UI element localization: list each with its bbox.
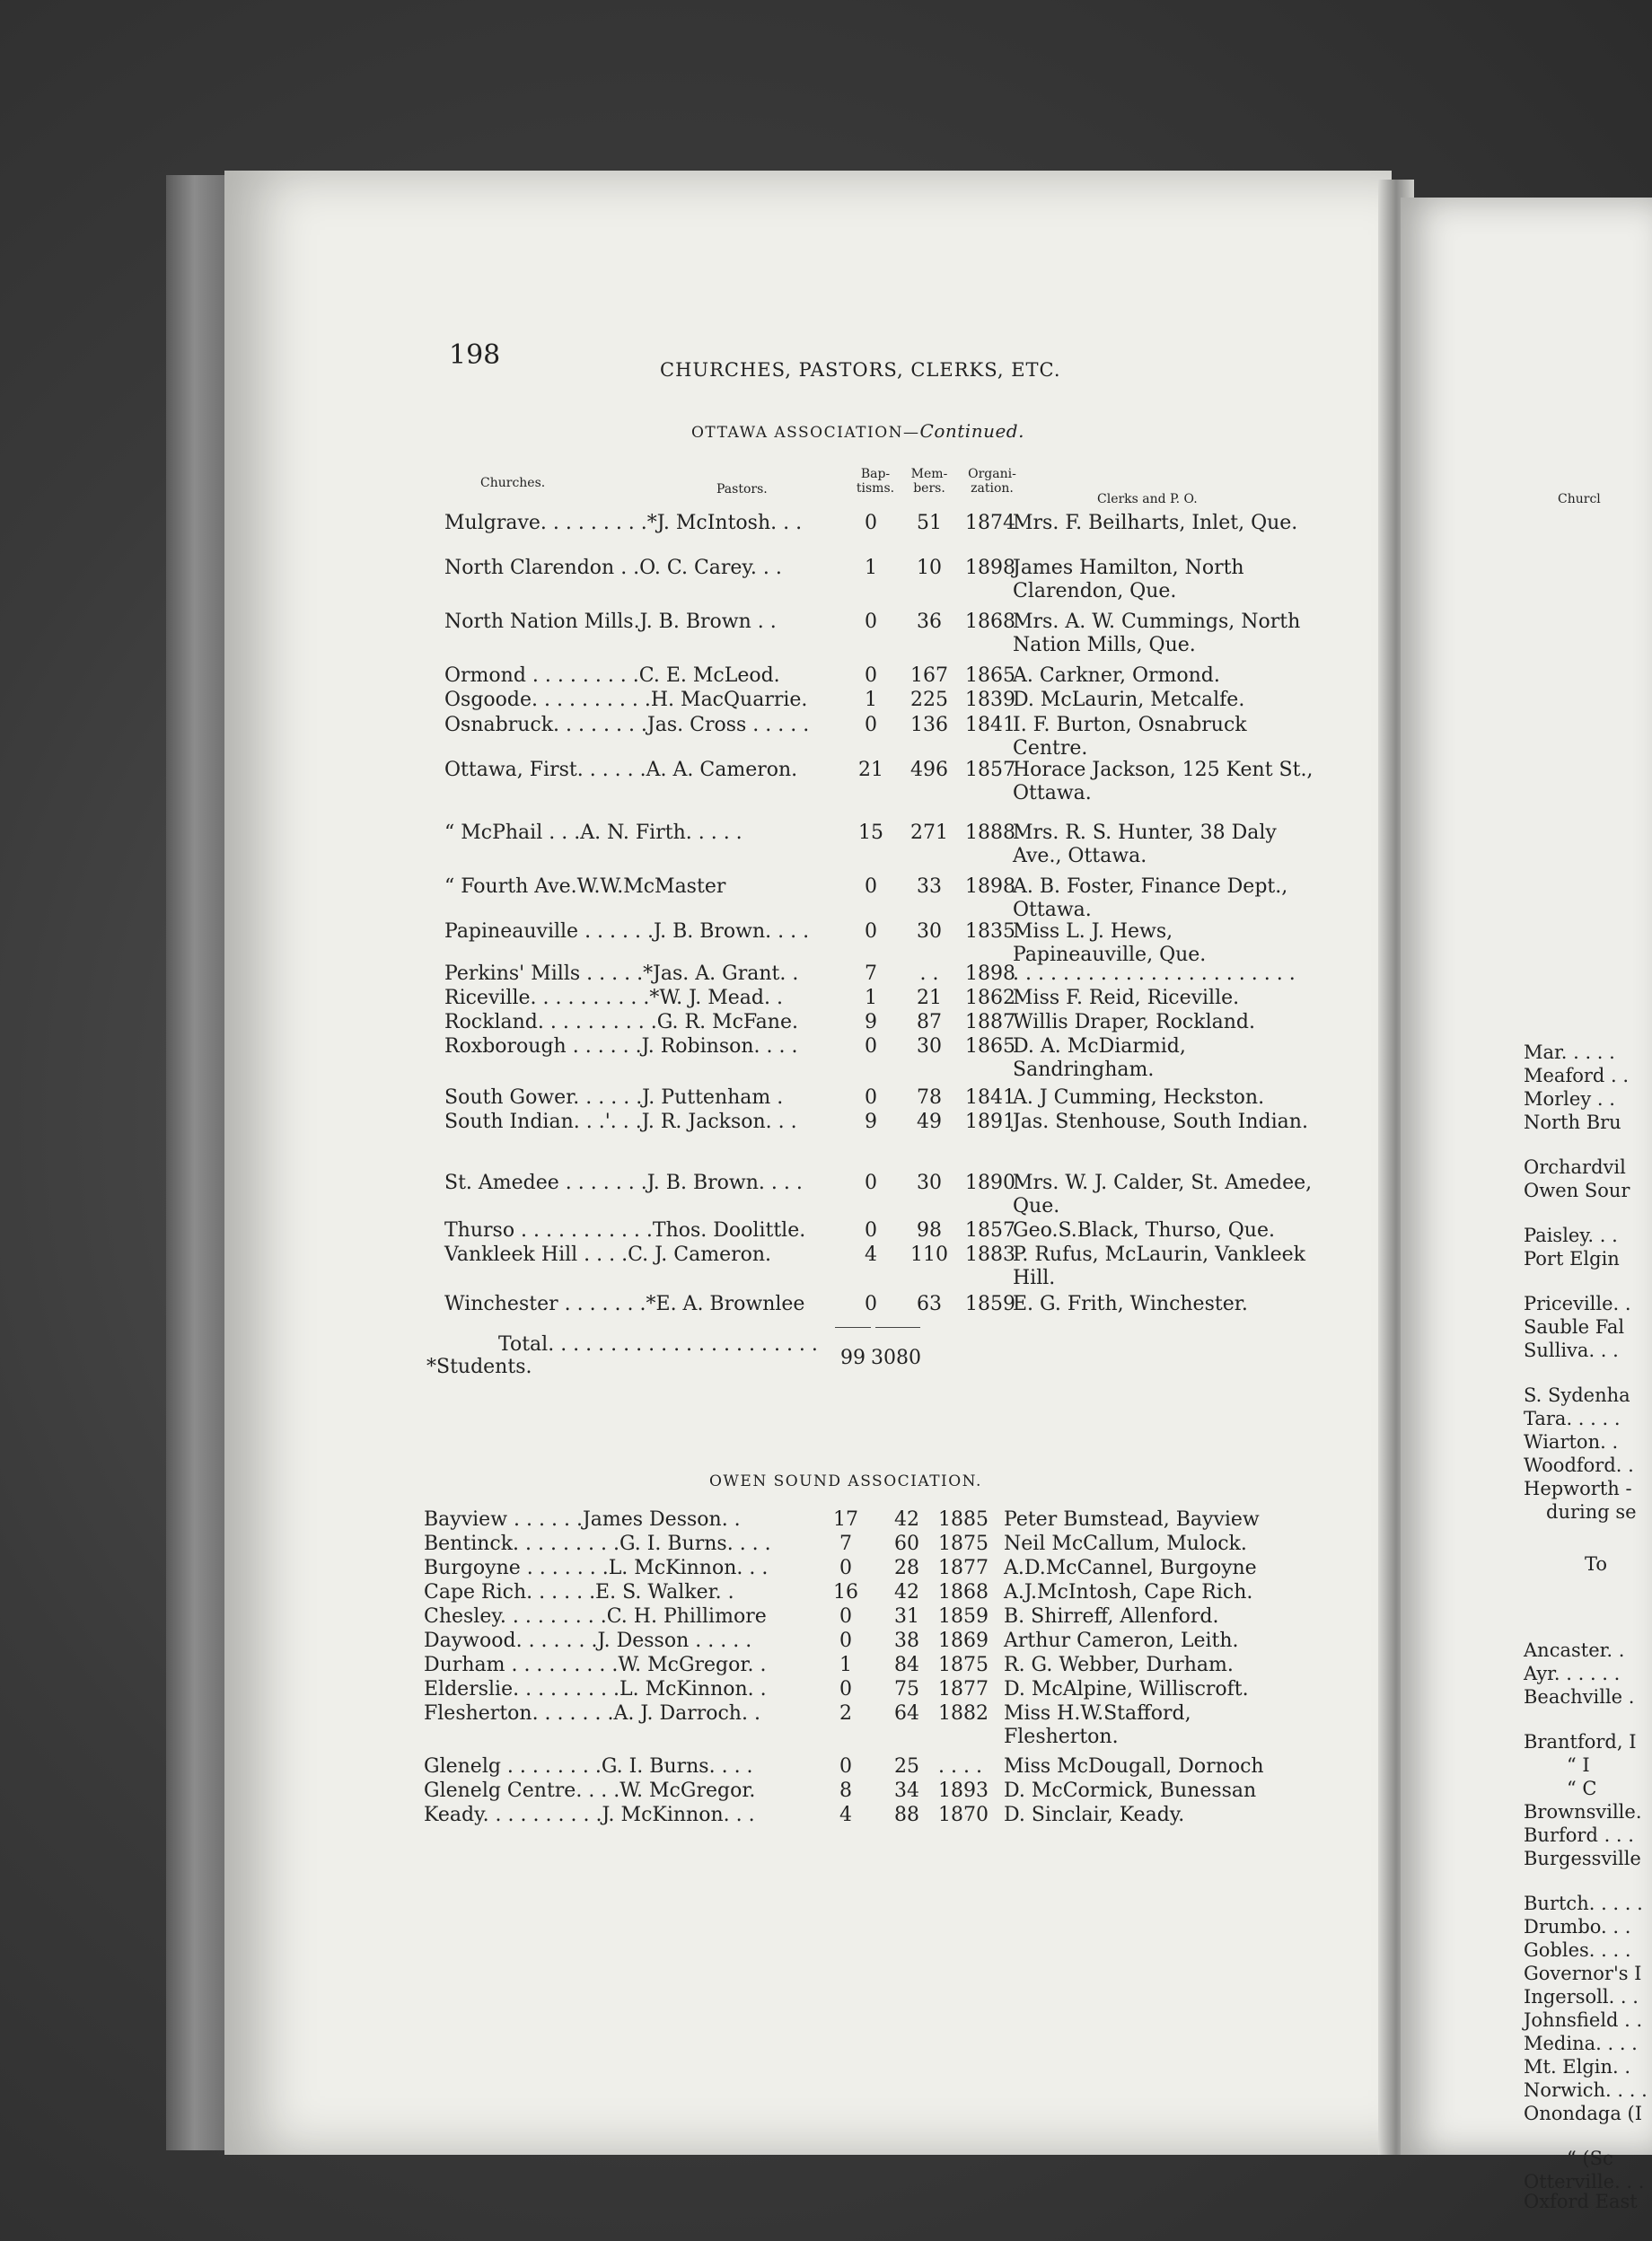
organization-year-cell: 1868	[938, 1581, 989, 1604]
right-page-item: Sauble Fal	[1524, 1316, 1625, 1338]
church-pastor-cell: Roxborough . . . . . .J. Robinson. . . .	[444, 1035, 798, 1058]
col-header-organization: Organi- zation.	[968, 467, 1016, 496]
right-page-item: To	[1585, 1553, 1608, 1575]
organization-year-cell: 1862	[965, 987, 1015, 1009]
baptisms-cell: 1	[865, 987, 877, 1009]
clerk-cell: D. McCormick, Bunessan	[1004, 1780, 1257, 1802]
baptisms-cell: 7	[865, 962, 877, 985]
baptisms-cell: 0	[839, 1557, 852, 1579]
clerk-cell: Mrs. W. J. Calder, St. Amedee, Que.	[1013, 1172, 1313, 1217]
clerk-cell: A.J.McIntosh, Cape Rich.	[1004, 1581, 1253, 1604]
organization-year-cell: 1859	[938, 1605, 989, 1628]
organization-year-cell: 1885	[938, 1508, 989, 1531]
organization-year-cell: 1865	[965, 1035, 1015, 1058]
members-cell: 63	[917, 1293, 942, 1315]
right-page-item: Johnsfield . .	[1524, 2009, 1643, 2031]
members-cell: 28	[894, 1557, 919, 1579]
right-page-item: Oxford East	[1524, 2191, 1638, 2212]
baptisms-cell: 0	[839, 1630, 852, 1652]
organization-year-cell: 1887	[965, 1011, 1015, 1033]
organization-year-cell: 1841	[965, 714, 1015, 736]
members-cell: 60	[894, 1533, 919, 1555]
church-pastor-cell: Riceville. . . . . . . . . .*W. J. Mead. .	[444, 987, 783, 1009]
church-pastor-cell: North Nation Mills.J. B. Brown . .	[444, 611, 777, 633]
clerk-cell: R. G. Webber, Durham.	[1004, 1654, 1234, 1676]
members-cell: 30	[917, 920, 942, 943]
right-page-item: Hepworth -	[1524, 1478, 1632, 1499]
clerk-cell: Horace Jackson, 125 Kent St., Ottawa.	[1013, 759, 1314, 804]
right-page-item: Mt. Elgin. .	[1524, 2056, 1631, 2078]
baptisms-cell: 1	[865, 689, 877, 711]
members-cell: 10	[917, 557, 942, 579]
members-cell: 98	[917, 1219, 942, 1242]
right-page-item: Morley . .	[1524, 1088, 1615, 1110]
footnote-students: *Students.	[426, 1356, 532, 1378]
church-pastor-cell: Elderslie. . . . . . . . .L. McKinnon. .	[424, 1678, 767, 1701]
running-title: CHURCHES, PASTORS, CLERKS, ETC.	[660, 359, 1061, 381]
members-cell: 87	[917, 1011, 942, 1033]
church-pastor-cell: Osnabruck. . . . . . . .Jas. Cross . . . . .	[444, 714, 810, 736]
church-pastor-cell: Burgoyne . . . . . . .L. McKinnon. . .	[424, 1557, 769, 1579]
members-cell: 167	[910, 664, 948, 687]
right-page-item: “ I	[1567, 1754, 1590, 1776]
right-page-item: “ C	[1567, 1778, 1597, 1799]
organization-year-cell: 1865	[965, 664, 1015, 687]
clerk-cell: D. Sinclair, Keady.	[1004, 1804, 1185, 1826]
church-pastor-cell: Mulgrave. . . . . . . . .*J. McIntosh. . .	[444, 512, 803, 534]
church-pastor-cell: “ McPhail . . .A. N. Firth. . . . .	[444, 822, 743, 844]
organization-year-cell: 1890	[965, 1172, 1015, 1194]
baptisms-cell: 15	[858, 822, 883, 844]
ottawa-heading: OTTAWA ASSOCIATION—Continued.	[691, 420, 1024, 442]
members-cell: 49	[917, 1111, 942, 1133]
clerk-cell: P. Rufus, McLaurin, Vankleek Hill.	[1013, 1244, 1305, 1289]
church-pastor-cell: South Gower. . . . . .J. Puttenham .	[444, 1086, 784, 1109]
organization-year-cell: 1868	[965, 611, 1015, 633]
baptisms-cell: 0	[865, 1219, 877, 1242]
right-page-item: Ingersoll. . .	[1524, 1986, 1639, 2008]
col-header-pastors: Pastors.	[716, 482, 768, 497]
members-cell: 30	[917, 1035, 942, 1058]
right-page-item: “ (Sc	[1567, 2148, 1613, 2169]
clerk-cell: . . . . . . . . . . . . . . . . . . . . . . .	[1013, 962, 1296, 985]
baptisms-cell: 0	[865, 875, 877, 898]
clerk-cell: Miss F. Reid, Riceville.	[1013, 987, 1240, 1009]
baptisms-cell: 9	[865, 1011, 877, 1033]
members-cell: 225	[910, 689, 948, 711]
members-cell: 496	[910, 759, 948, 781]
right-page-item: Port Elgin	[1524, 1248, 1620, 1270]
organization-year-cell: . . . .	[938, 1755, 982, 1778]
baptisms-cell: 0	[865, 1035, 877, 1058]
members-cell: 21	[917, 987, 942, 1009]
organization-year-cell: 1870	[938, 1804, 989, 1826]
organization-year-cell: 1859	[965, 1293, 1015, 1315]
members-cell: 34	[894, 1780, 919, 1802]
organization-year-cell: 1888	[965, 822, 1015, 844]
right-page-item: Burgessville	[1524, 1848, 1641, 1869]
members-cell: 31	[894, 1605, 919, 1628]
church-pastor-cell: St. Amedee . . . . . . .J. B. Brown. . . .	[444, 1172, 803, 1194]
right-page-item: Medina. . . .	[1524, 2033, 1638, 2054]
clerk-cell: Mrs. F. Beilharts, Inlet, Que.	[1013, 512, 1298, 534]
baptisms-cell: 0	[839, 1605, 852, 1628]
right-page-item: Meaford . .	[1524, 1065, 1630, 1086]
right-page-item: Burtch. . . . .	[1524, 1893, 1643, 1914]
col-header-members: Mem- bers.	[910, 467, 948, 496]
clerk-cell: D. A. McDiarmid, Sandringham.	[1013, 1035, 1186, 1081]
col-header-baptisms: Bap- tisms.	[856, 467, 895, 496]
organization-year-cell: 1877	[938, 1678, 989, 1701]
baptisms-cell: 9	[865, 1111, 877, 1133]
right-page-item: Beachville .	[1524, 1686, 1635, 1708]
clerk-cell: E. G. Frith, Winchester.	[1013, 1293, 1248, 1315]
clerk-cell: James Hamilton, North Clarendon, Que.	[1013, 557, 1244, 602]
church-pastor-cell: Papineauville . . . . . .J. B. Brown. . . .	[444, 920, 810, 943]
church-pastor-cell: Glenelg Centre. . . .W. McGregor.	[424, 1780, 756, 1802]
baptisms-cell: 2	[839, 1702, 852, 1725]
organization-year-cell: 1869	[938, 1630, 989, 1652]
members-cell: 30	[917, 1172, 942, 1194]
organization-year-cell: 1883	[965, 1244, 1015, 1266]
clerk-cell: A.D.McCannel, Burgoyne	[1004, 1557, 1257, 1579]
total-rule-baptisms	[835, 1327, 871, 1328]
right-page-item: Governor's I	[1524, 1963, 1642, 1984]
total-rule-members	[875, 1327, 920, 1328]
members-cell: 38	[894, 1630, 919, 1652]
right-page-item: Burford . . .	[1524, 1824, 1634, 1846]
organization-year-cell: 1882	[938, 1702, 989, 1725]
right-page-item: S. Sydenha	[1524, 1384, 1630, 1406]
organization-year-cell: 1877	[938, 1557, 989, 1579]
clerk-cell: Jas. Stenhouse, South Indian.	[1013, 1111, 1308, 1133]
organization-year-cell: 1893	[938, 1780, 989, 1802]
owen-sound-heading: OWEN SOUND ASSOCIATION.	[709, 1472, 982, 1490]
clerk-cell: D. McLaurin, Metcalfe.	[1013, 689, 1245, 711]
baptisms-cell: 7	[839, 1533, 852, 1555]
clerk-cell: A. B. Foster, Finance Dept., Ottawa.	[1013, 875, 1288, 921]
right-page-item: Norwich. . . .	[1524, 2079, 1648, 2101]
baptisms-cell: 0	[839, 1678, 852, 1701]
right-page-item: Gobles. . . .	[1524, 1939, 1631, 1961]
members-cell: 25	[894, 1755, 919, 1778]
church-pastor-cell: Keady. . . . . . . . . .J. McKinnon. . .	[424, 1804, 755, 1826]
clerk-cell: Peter Bumstead, Bayview	[1004, 1508, 1260, 1531]
members-cell: 36	[917, 611, 942, 633]
baptisms-cell: 8	[839, 1780, 852, 1802]
church-pastor-cell: Bayview . . . . . .James Desson. .	[424, 1508, 741, 1531]
members-cell: 271	[910, 822, 948, 844]
church-pastor-cell: Thurso . . . . . . . . . . .Thos. Doolittle.	[444, 1219, 806, 1242]
right-page-item: Priceville. .	[1524, 1293, 1631, 1314]
church-pastor-cell: Rockland. . . . . . . . . .G. R. McFane.	[444, 1011, 798, 1033]
right-page-item: Mar. . . . .	[1524, 1041, 1615, 1063]
book-spine	[166, 175, 229, 2150]
clerk-cell: A. J Cumming, Heckston.	[1013, 1086, 1265, 1109]
church-pastor-cell: South Indian. . .'. . .J. R. Jackson. . .	[444, 1111, 797, 1133]
page-number: 198	[449, 339, 501, 371]
church-pastor-cell: Durham . . . . . . . . .W. McGregor. .	[424, 1654, 767, 1676]
right-page-item: Drumbo. . .	[1524, 1916, 1631, 1938]
organization-year-cell: 1875	[938, 1533, 989, 1555]
clerk-cell: Mrs. R. S. Hunter, 38 Daly Ave., Ottawa.	[1013, 822, 1277, 867]
organization-year-cell: 1898	[965, 557, 1015, 579]
members-cell: 42	[894, 1581, 919, 1604]
members-cell: 78	[917, 1086, 942, 1109]
right-page-item: Paisley. . .	[1524, 1225, 1618, 1246]
members-cell: 42	[894, 1508, 919, 1531]
baptisms-cell: 0	[865, 1172, 877, 1194]
right-page-item: Ancaster. .	[1524, 1639, 1625, 1661]
clerk-cell: Neil McCallum, Mulock.	[1004, 1533, 1247, 1555]
organization-year-cell: 1898	[965, 962, 1015, 985]
organization-year-cell: 1875	[938, 1654, 989, 1676]
right-page-item: Woodford. .	[1524, 1454, 1634, 1476]
organization-year-cell: 1857	[965, 759, 1015, 781]
clerk-cell: Willis Draper, Rockland.	[1013, 1011, 1255, 1033]
church-pastor-cell: Ormond . . . . . . . . .C. E. McLeod.	[444, 664, 780, 687]
right-page-item: Owen Sour	[1524, 1180, 1630, 1201]
church-pastor-cell: Glenelg . . . . . . . .G. I. Burns. . . .	[424, 1755, 753, 1778]
members-cell: 84	[894, 1654, 919, 1676]
baptisms-cell: 0	[865, 1086, 877, 1109]
right-page-item: Brantford, I	[1524, 1731, 1637, 1753]
church-pastor-cell: Flesherton. . . . . . .A. J. Darroch. .	[424, 1702, 760, 1725]
members-cell: 33	[917, 875, 942, 898]
clerk-cell: Mrs. A. W. Cummings, North Nation Mills, Que.	[1013, 611, 1301, 656]
clerk-cell: B. Shirreff, Allenford.	[1004, 1605, 1219, 1628]
clerk-cell: A. Carkner, Ormond.	[1013, 664, 1220, 687]
clerk-cell: I. F. Burton, Osnabruck Centre.	[1013, 714, 1247, 760]
baptisms-cell: 4	[865, 1244, 877, 1266]
right-page-item: Orchardvil	[1524, 1156, 1626, 1178]
members-cell: 75	[894, 1678, 919, 1701]
baptisms-cell: 0	[865, 920, 877, 943]
baptisms-cell: 0	[839, 1755, 852, 1778]
baptisms-cell: 0	[865, 611, 877, 633]
organization-year-cell: 1839	[965, 689, 1015, 711]
right-page-item: Ayr. . . . . .	[1524, 1663, 1621, 1684]
clerk-cell: Arthur Cameron, Leith.	[1004, 1630, 1239, 1652]
right-page-item: Sulliva. . .	[1524, 1340, 1619, 1361]
col-header-clerks: Clerks and P. O.	[1097, 492, 1198, 506]
right-page-item: Onondaga (I	[1524, 2103, 1642, 2124]
ottawa-total-label: Total. . . . . . . . . . . . . . . . . . . . . .	[498, 1333, 818, 1356]
church-pastor-cell: North Clarendon . .O. C. Carey. . .	[444, 557, 782, 579]
church-pastor-cell: Perkins' Mills . . . . .*Jas. A. Grant. .	[444, 962, 799, 985]
baptisms-cell: 17	[833, 1508, 858, 1531]
church-pastor-cell: Vankleek Hill . . . .C. J. Cameron.	[444, 1244, 772, 1266]
clerk-cell: Geo.S.Black, Thurso, Que.	[1013, 1219, 1275, 1242]
ottawa-total-members: 3080	[871, 1347, 921, 1369]
baptisms-cell: 0	[865, 512, 877, 534]
baptisms-cell: 21	[858, 759, 883, 781]
members-cell: 110	[910, 1244, 948, 1266]
church-pastor-cell: Bentinck. . . . . . . . .G. I. Burns. . . .	[424, 1533, 771, 1555]
members-cell: 64	[894, 1702, 919, 1725]
church-pastor-cell: Ottawa, First. . . . . .A. A. Cameron.	[444, 759, 798, 781]
members-cell: 136	[910, 714, 948, 736]
right-page-item: Brownsville.	[1524, 1801, 1642, 1823]
right-page-item: Wiarton. .	[1524, 1431, 1619, 1453]
col-header-churches: Churches.	[480, 476, 546, 490]
baptisms-cell: 1	[839, 1654, 852, 1676]
clerk-cell: Miss McDougall, Dornoch	[1004, 1755, 1264, 1778]
right-col-header: Churcl	[1558, 492, 1601, 506]
church-pastor-cell: Chesley. . . . . . . . .C. H. Phillimore	[424, 1605, 767, 1628]
organization-year-cell: 1891	[965, 1111, 1015, 1133]
organization-year-cell: 1857	[965, 1219, 1015, 1242]
right-page-item: during se	[1546, 1501, 1637, 1523]
church-pastor-cell: Winchester . . . . . . .*E. A. Brownlee	[444, 1293, 805, 1315]
members-cell: . .	[919, 962, 939, 985]
baptisms-cell: 4	[839, 1804, 852, 1826]
ottawa-total-baptisms: 99	[840, 1347, 866, 1369]
clerk-cell: Miss L. J. Hews, Papineauville, Que.	[1013, 920, 1207, 966]
church-pastor-cell: Osgoode. . . . . . . . . .H. MacQuarrie.	[444, 689, 808, 711]
organization-year-cell: 1874	[965, 512, 1015, 534]
church-pastor-cell: Daywood. . . . . . .J. Desson . . . . .	[424, 1630, 752, 1652]
right-page-item: Tara. . . . .	[1524, 1408, 1621, 1429]
baptisms-cell: 0	[865, 664, 877, 687]
right-page-item: North Bru	[1524, 1112, 1621, 1133]
baptisms-cell: 0	[865, 1293, 877, 1315]
organization-year-cell: 1898	[965, 875, 1015, 898]
baptisms-cell: 16	[833, 1581, 858, 1604]
members-cell: 88	[894, 1804, 919, 1826]
church-pastor-cell: “ Fourth Ave.W.W.McMaster	[444, 875, 726, 898]
right-page-item: Otterville. . .	[1524, 2171, 1645, 2193]
clerk-cell: D. McAlpine, Williscroft.	[1004, 1678, 1249, 1701]
left-page	[224, 171, 1392, 2155]
organization-year-cell: 1841	[965, 1086, 1015, 1109]
baptisms-cell: 0	[865, 714, 877, 736]
clerk-cell: Miss H.W.Stafford, Flesherton.	[1004, 1702, 1191, 1748]
members-cell: 51	[917, 512, 942, 534]
baptisms-cell: 1	[865, 557, 877, 579]
church-pastor-cell: Cape Rich. . . . . .E. S. Walker. .	[424, 1581, 734, 1604]
organization-year-cell: 1835	[965, 920, 1015, 943]
